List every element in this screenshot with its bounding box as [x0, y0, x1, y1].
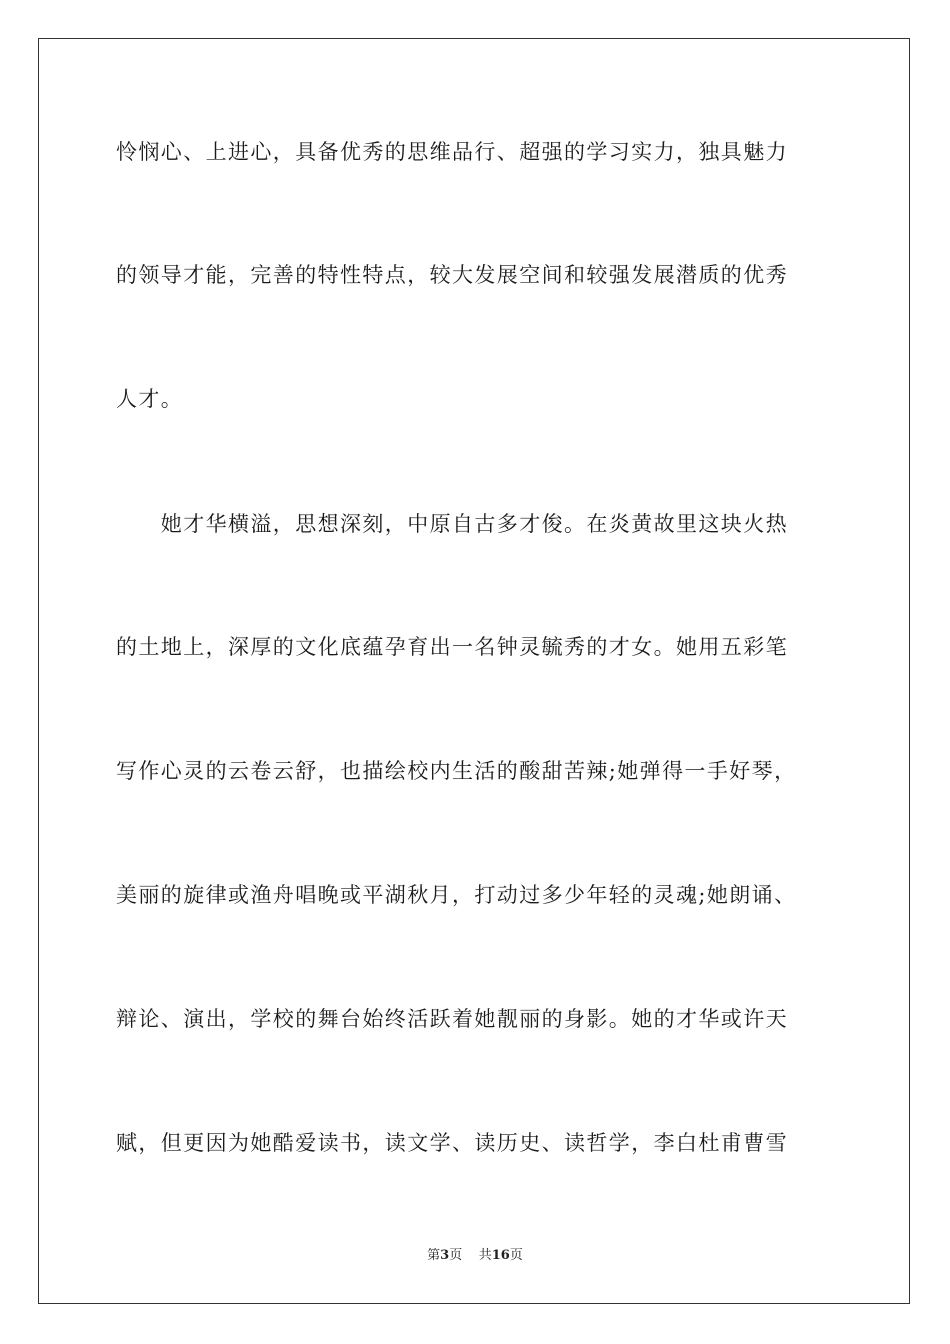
body-text-line-9: 赋，但更因为她酷爱读书，读文学、读历史、读哲学，李白杜甫曹雪: [116, 1131, 788, 1155]
total-label-suffix: 页: [509, 1248, 523, 1263]
body-text-line-7: 美丽的旋律或渔舟唱晚或平湖秋月，打动过多少年轻的灵魂;她朗诵、: [116, 883, 797, 907]
body-text-line-6: 写作心灵的云卷云舒，也描绘校内生活的酸甜苦辣;她弹得一手好琴，: [116, 759, 797, 783]
body-text-line-4: 她才华横溢，思想深刻，中原自古多才俊。在炎黄故里这块火热: [116, 512, 788, 536]
page-border: [38, 38, 910, 1304]
current-page-number: 3: [440, 1248, 450, 1263]
page-label-suffix: 页: [449, 1248, 463, 1263]
total-label-prefix: 共: [478, 1248, 492, 1263]
page-label-prefix: 第: [427, 1248, 441, 1263]
total-pages-number: 16: [491, 1248, 510, 1263]
page-footer: [0, 1247, 950, 1265]
body-text-line-8: 辩论、演出，学校的舞台始终活跃着她靓丽的身影。她的才华或许天: [116, 1007, 788, 1031]
body-text-line-5: 的土地上，深厚的文化底蕴孕育出一名钟灵毓秀的才女。她用五彩笔: [116, 635, 788, 659]
body-text-line-3: 人才。: [116, 387, 184, 411]
body-text-line-1: 怜悯心、上进心，具备优秀的思维品行、超强的学习实力，独具魅力: [116, 140, 788, 164]
body-text-line-2: 的领导才能，完善的特性特点，较大发展空间和较强发展潜质的优秀: [116, 263, 788, 287]
